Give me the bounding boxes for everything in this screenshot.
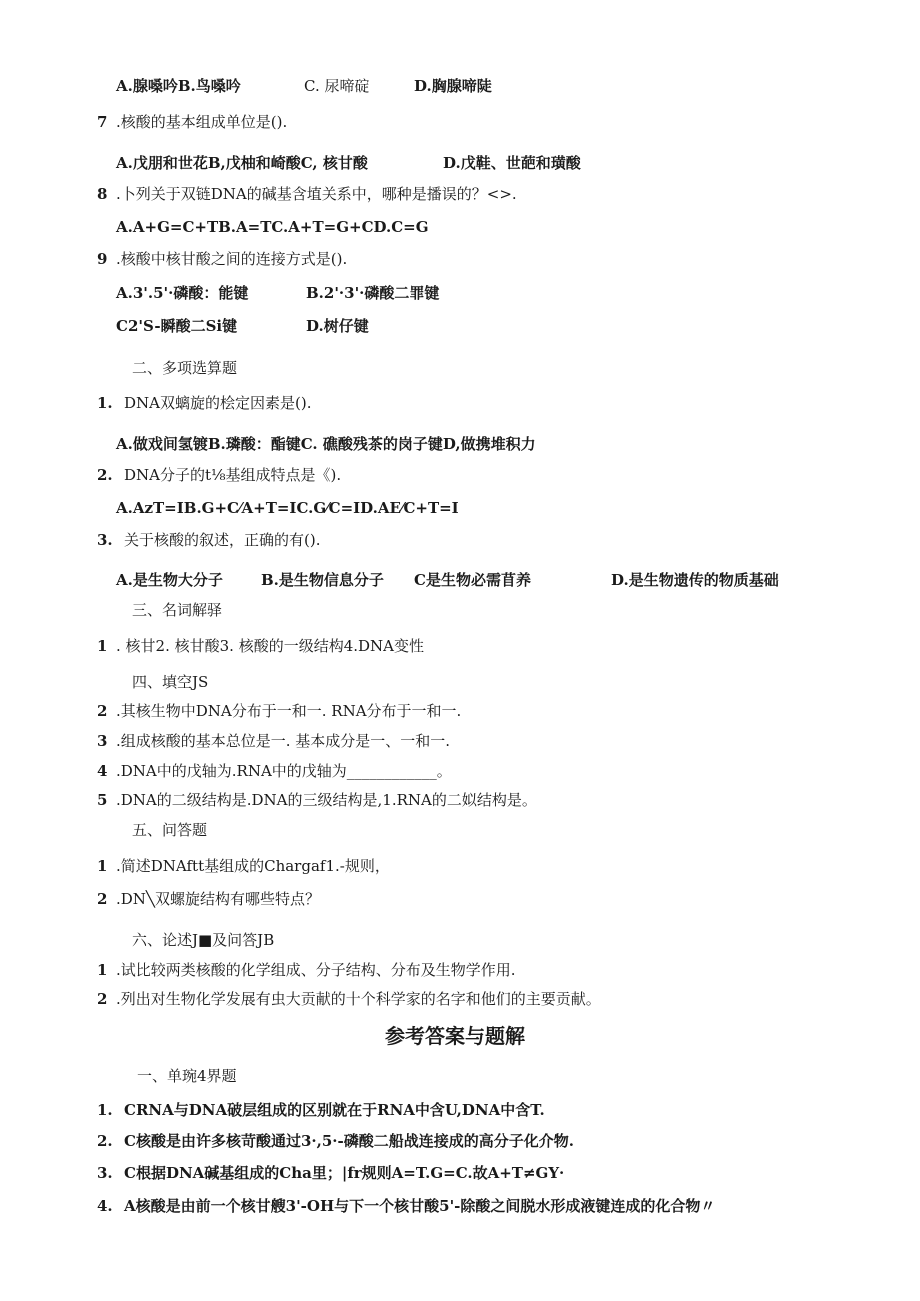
q9-number: 9 xyxy=(97,250,108,268)
s3-q1-terms: . 核甘2. 核甘酸3. 核酸的一级结构4.DNA变性 xyxy=(116,637,424,655)
s4-item-number: 2 xyxy=(97,702,108,720)
s4-item-text: .DNA中的戊轴为.RNA中的戊轴为____________。 xyxy=(116,762,452,780)
s5-item-text: .DN╲双螺旋结构有哪些特点？ xyxy=(116,890,320,908)
s6-item-text: .列出对生物化学发展有虫大贡献的十个科学家的名字和他们的主要贡献。 xyxy=(116,990,601,1008)
s2-q3-question: 关于核酸的叙述，正确的有(). xyxy=(124,531,321,549)
s6-item-number: 1 xyxy=(97,961,108,979)
s5-item-number: 2 xyxy=(97,890,108,908)
q9-question: .核酸中核甘酸之间的连接方式是(). xyxy=(116,250,348,268)
q7-option-abc: A.戊朋和世花B,戊柚和崎酸C, 核甘酸 xyxy=(116,154,368,172)
s2-q3-option-d: D.是生物遗传的物质基础 xyxy=(611,571,779,589)
q9-option-c: C2'S-瞬酸二Si键 xyxy=(116,317,238,335)
q9-option-a: A.3'.5'·磷酸：能键 xyxy=(116,284,249,302)
s4-item-text: .DNA的二级结构是.DNA的三级结构是,1.RNA的二姒结构是。 xyxy=(116,791,537,809)
section3-heading: 三、名词解驿 xyxy=(132,601,223,619)
s6-item-text: .试比较两类核酸的化学组成、分子结构、分布及生物学作用. xyxy=(116,961,516,979)
s2-q3-option-b: B.是生物信息分子 xyxy=(261,571,384,589)
answer-text: C核酸是由许多核苛酸通过3·,5·-磷酸二船战连接成的高分子化介物. xyxy=(124,1132,574,1150)
s4-item-number: 5 xyxy=(97,791,108,809)
section4-heading: 四、填空JS xyxy=(132,673,209,691)
answer-text: A核酸是由前一个核甘艘3'-OH与下一个核甘酸5'-除酸之间脱水形成液键连成的化合物〃 xyxy=(124,1197,716,1215)
answer-number: 1. xyxy=(97,1101,113,1119)
s4-item-number: 4 xyxy=(97,762,108,780)
q6-option-d: D.胸腺啼陡 xyxy=(414,77,492,95)
s2-q2-options: A.AzT=IB.G+C⁄A+T=IC.G⁄C=ID.AE⁄C+T=I xyxy=(116,499,459,517)
q7-number: 7 xyxy=(97,113,108,131)
section2-heading: 二、多项选算题 xyxy=(132,359,238,377)
s6-item-number: 2 xyxy=(97,990,108,1008)
answer-number: 3. xyxy=(97,1164,113,1182)
s3-q1-number: 1 xyxy=(97,637,108,655)
q9-option-d: D.树仔键 xyxy=(306,317,369,335)
q8-options: A.A+G=C+TB.A=TC.A+T=G+CD.C=G xyxy=(116,218,429,236)
q7-option-d: D.戊鞋、世葩和璜酸 xyxy=(443,154,581,172)
s2-q1-question: DNA双螭旋的桧定因素是(). xyxy=(124,394,312,412)
q8-number: 8 xyxy=(97,185,108,203)
answers-heading: 一、单琬4界题 xyxy=(137,1067,237,1085)
answer-number: 2. xyxy=(97,1132,113,1150)
s2-q3-option-a: A.是生物大分子 xyxy=(116,571,223,589)
s2-q1-options: A.做戏间氢镀B.璘酸：酯键C. 礁酸残茶的岗子键D,做携堆积力 xyxy=(116,435,536,453)
section5-heading: 五、问答题 xyxy=(132,821,208,839)
answer-text: CRNA与DNA破层组成的区别就在于RNA中含U,DNA中含T. xyxy=(124,1101,545,1119)
s2-q3-option-c: C是生物必需苜养 xyxy=(414,571,531,589)
q8-question: .卜列关于双链DNA的碱基含埴关系中，哪种是播误的？<>. xyxy=(116,185,517,203)
s2-q1-number: 1. xyxy=(97,394,113,412)
q7-question: .核酸的基本组成单位是(). xyxy=(116,113,288,131)
s4-item-text: .其核生物中DNA分布于一和一. RNA分布于一和一. xyxy=(116,702,462,720)
answer-number: 4. xyxy=(97,1197,113,1215)
s5-item-text: .简述DNAftt基组成的Chargaf1.-规则， xyxy=(116,857,390,875)
q9-option-b: B.2'·3'·磷酸二罪键 xyxy=(306,284,440,302)
s2-q3-number: 3. xyxy=(97,531,113,549)
q6-option-ab: A.腺嗓吟B.鸟嗓吟 xyxy=(116,77,241,95)
s4-item-number: 3 xyxy=(97,732,108,750)
s4-item-text: .组成核酸的基本总位是一. 基本成分是一、一和一. xyxy=(116,732,451,750)
s2-q2-number: 2. xyxy=(97,466,113,484)
answer-text: C根据DNA碱基组成的Cha里；|fr规则A=T.G=C.故A+T≠GY· xyxy=(124,1164,565,1182)
answers-title: 参考答案与题解 xyxy=(385,1024,525,1048)
s5-item-number: 1 xyxy=(97,857,108,875)
section6-heading: 六、论述J■及问答JB xyxy=(132,931,275,949)
q6-option-c: C. 尿啼碇 xyxy=(304,77,370,95)
s2-q2-question: DNA分子的t⅛基组成特点是《). xyxy=(124,466,342,484)
